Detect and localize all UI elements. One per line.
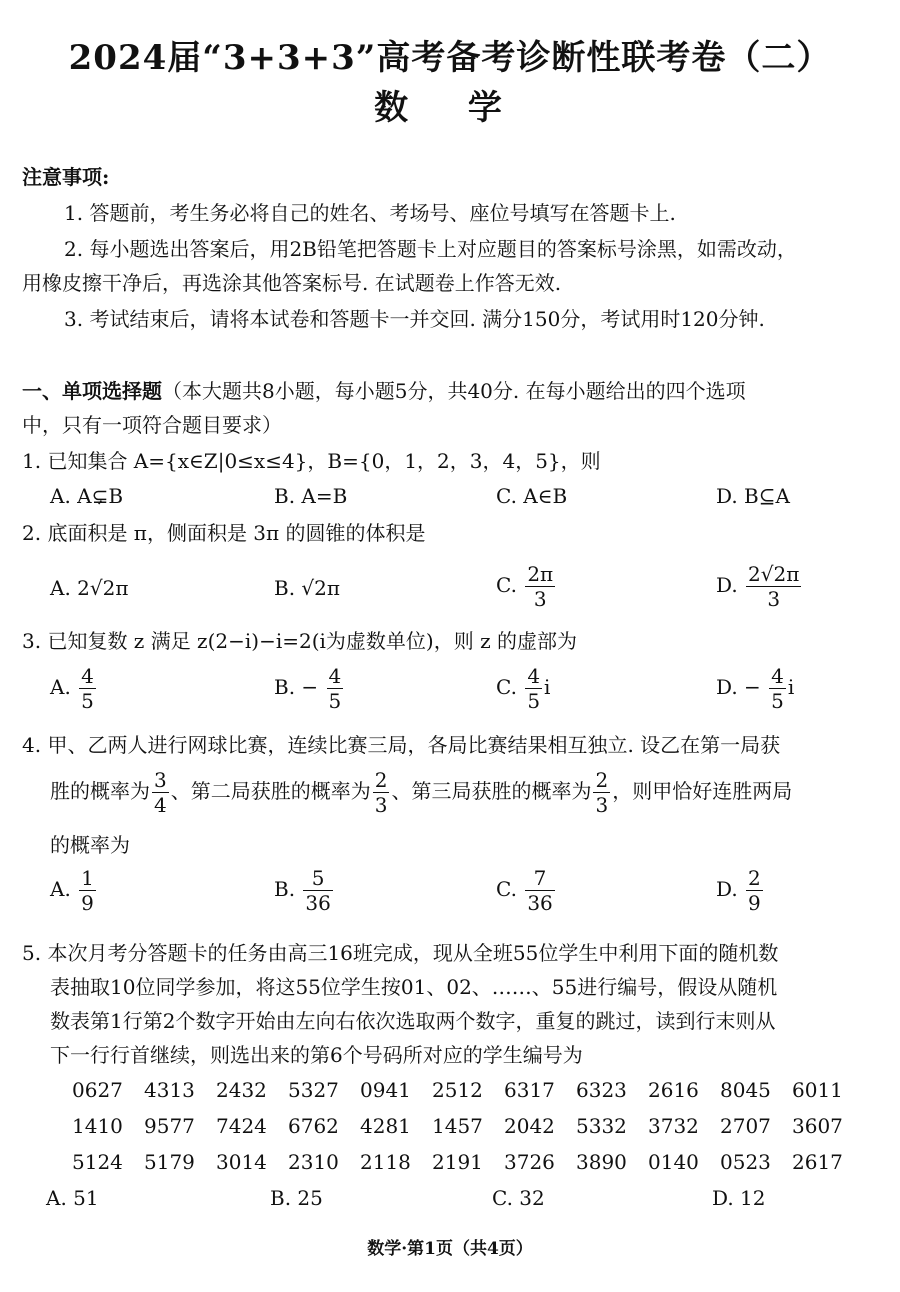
notice-item-2b: 用橡皮擦干净后，再选涂其他答案标号. 在试题卷上作答无效.	[22, 271, 562, 295]
q4-line-2: 胜的概率为 $\frac{3}{4}$ 、第二局获胜的概率为 $\frac{2}{3}$ 、第三局获胜的概率为 $\frac{2}{3}$ ，则甲恰好连胜两局	[50, 768, 793, 817]
q2-option-c-fraction: $\frac{2\pi}{3}$	[527, 562, 554, 611]
exam-title: 2024届“3+3+3”高考备考诊断性联考卷（二）	[68, 38, 832, 78]
q1-option-c: C. A∈B	[496, 484, 568, 508]
q4-line-1: 4. 甲、乙两人进行网球比赛，连续比赛三局，各局比赛结果相互独立. 设乙在第一局获	[22, 733, 781, 757]
notice-item-1: 1. 答题前，考生务必将自己的姓名、考场号、座位号填写在答题卡上.	[64, 201, 676, 225]
q2-option-a: A. 2√2π	[50, 576, 129, 600]
q4-line-3: 的概率为	[50, 833, 130, 857]
q4-option-a: A. $\frac{1}{9}$	[50, 866, 94, 915]
q5-option-c: C. 32	[492, 1186, 545, 1210]
q4-option-c: C. $\frac{7}{36}$	[496, 866, 553, 915]
section-heading-bold: 一、单项选择题	[22, 379, 162, 403]
section-heading-line2: 中，只有一项符合题目要求）	[22, 413, 282, 437]
q3-stem: 3. 已知复数 z 满足 z(2−i)−i=2(i为虚数单位)，则 z 的虚部为	[22, 629, 577, 653]
q5-option-b: B. 25	[270, 1186, 323, 1210]
q2-option-d-fraction: $\frac{2√2\pi}{3}$	[748, 562, 800, 611]
q1-option-d: D. B⊆A	[716, 484, 790, 508]
random-table-row-1: 0627 4313 2432 5327 0941 2512 6317 6323 2616 8045 6011	[72, 1078, 843, 1102]
notice-heading: 注意事项:	[22, 165, 110, 189]
q3-option-c: C. $\frac{4}{5}$ i	[496, 664, 551, 713]
random-table-row-3: 5124 5179 3014 2310 2118 2191 3726 3890 0140 0523 2617	[72, 1150, 843, 1174]
q5-line-3: 数表第1行第2个数字开始由左向右依次选取两个数字，重复的跳过，读到行末则从	[50, 1009, 776, 1033]
q5-option-a: A. 51	[46, 1186, 99, 1210]
q5-line-2: 表抽取10位同学参加，将这55位学生按01、02、……、55进行编号，假设从随机	[50, 975, 778, 999]
notice-item-2a: 2. 每小题选出答案后，用2B铅笔把答题卡上对应题目的答案标号涂黑，如需改动，	[64, 237, 797, 261]
q1-option-b: B. A=B	[274, 484, 348, 508]
random-table-row-2: 1410 9577 7424 6762 4281 1457 2042 5332 3732 2707 3607	[72, 1114, 843, 1138]
q4-option-b: B. $\frac{5}{36}$	[274, 866, 331, 915]
q2-stem: 2. 底面积是 π，侧面积是 3π 的圆锥的体积是	[22, 521, 426, 545]
page-footer: 数学·第1页（共4页）	[367, 1239, 533, 1259]
notice-item-3: 3. 考试结束后，请将本试卷和答题卡一并交回. 满分150分，考试用时120分钟.	[64, 307, 765, 331]
q3-option-a: A. $\frac{4}{5}$	[50, 664, 94, 713]
q5-option-d: D. 12	[712, 1186, 766, 1210]
q5-line-1: 5. 本次月考分答题卡的任务由高三16班完成，现从全班55位学生中利用下面的随机数	[22, 941, 779, 965]
q2-option-b: B. √2π	[274, 576, 341, 600]
q1-stem: 1. 已知集合 A={x∈Z|0≤x≤4}，B={0，1，2，3，4，5}，则	[22, 449, 601, 473]
section-heading	[22, 378, 746, 404]
q4-option-d: D. $\frac{2}{9}$	[716, 866, 761, 915]
q2-option-d: D. $\frac{2√2\pi}{3}$	[716, 562, 800, 611]
subject-title: 数 学	[374, 88, 526, 128]
q2-option-c: C. $\frac{2\pi}{3}$	[496, 562, 554, 611]
section-heading-rest: （本大题共8小题，每小题5分，共40分. 在每小题给出的四个选项	[162, 379, 746, 403]
q3-option-d: D. − $\frac{4}{5}$ i	[716, 664, 795, 713]
q3-option-b: B. − $\frac{4}{5}$	[274, 664, 342, 713]
q1-option-a: A. A⊊B	[50, 484, 124, 508]
q5-line-4: 下一行行首继续，则选出来的第6个号码所对应的学生编号为	[50, 1043, 583, 1067]
